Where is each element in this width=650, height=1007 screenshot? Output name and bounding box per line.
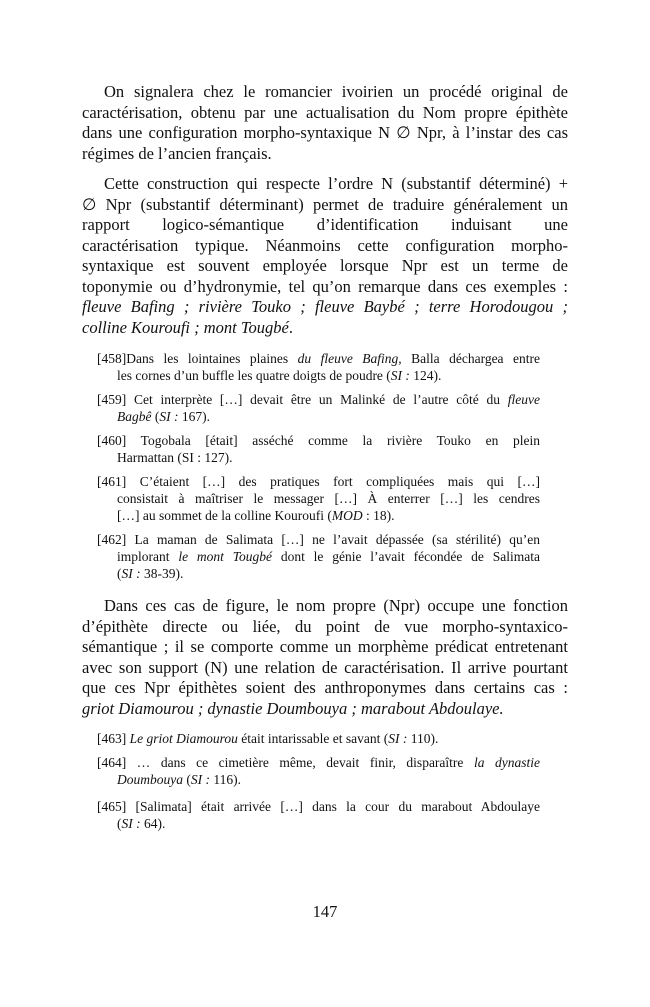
paragraph-2 <box>82 174 568 338</box>
text-line <box>117 771 540 788</box>
text-line <box>82 637 568 658</box>
text-line <box>97 730 540 747</box>
text-run: caractérisation, obtenu par une actualisation du Nom propre épithète <box>82 102 568 122</box>
text-line <box>82 596 568 617</box>
italic-text: fleuve <box>507 392 540 407</box>
text-run: toponymie ou d’hydronymie, tel qu’on remarque dans ces exemples : <box>82 276 568 296</box>
text-run: caractérisation typique. Néanmoins cette configuration morpho- <box>82 235 568 255</box>
italic-text: colline Kouroufi ; mont Tougbé <box>82 317 289 337</box>
italic-text: du fleuve Bafing, <box>297 351 402 366</box>
text-line <box>82 277 568 298</box>
text-run: implorant <box>117 549 179 564</box>
example-461 <box>97 473 540 524</box>
text-line <box>82 103 568 124</box>
text-line <box>117 507 540 524</box>
text-run: ( <box>117 566 122 581</box>
text-run: que ces Npr épithètes soient des anthroponymes dans certains cas : <box>82 678 568 697</box>
italic-text: Doumbouya <box>117 772 183 787</box>
text-line <box>82 123 568 144</box>
text-run: [465] [Salimata] était arrivée […] dans la cour du marabout Abdoulaye <box>97 799 540 814</box>
text-line <box>82 318 568 339</box>
text-line <box>82 658 568 679</box>
text-run: dont le génie l’avait fécondée de Salimata <box>272 549 540 564</box>
text-run: 116). <box>210 772 241 787</box>
italic-text: SI : <box>388 731 408 746</box>
text-run: 167). <box>178 409 210 424</box>
text-run: Balla déchargea entre <box>401 351 540 366</box>
italic-text: MOD <box>331 508 363 523</box>
text-run: régimes de l’ancien français. <box>82 143 272 163</box>
example-458 <box>97 350 540 384</box>
text-run: […] au sommet de la colline Kouroufi ( <box>117 508 332 523</box>
text-run: 38-39). <box>140 566 184 581</box>
text-line <box>82 236 568 257</box>
italic-text: le mont Tougbé <box>178 549 272 564</box>
example-464 <box>97 754 540 788</box>
text-line <box>97 391 540 408</box>
text-run: dans une configuration morpho-syntaxique N ∅ Npr, à l’instar des cas <box>82 123 568 142</box>
text-line <box>97 473 540 490</box>
italic-text: SI : <box>121 566 141 581</box>
italic-text: Bagbê <box>117 409 152 424</box>
text-run: sémantique ; il se comporte comme un morphème prédicat entretenant <box>82 637 568 656</box>
text-line <box>97 798 540 815</box>
example-460 <box>97 432 540 466</box>
text-run: ( <box>151 409 160 424</box>
text-run: [460] Togobala [était] asséché comme la rivière Touko en plein <box>97 433 540 448</box>
text-run: [461] C’étaient […] des pratiques fort compliquées mais qui […] <box>97 474 540 489</box>
text-run: 64). <box>140 816 166 831</box>
text-run: 110). <box>407 731 439 746</box>
text-run: consistait à maîtriser le messager […] À enterrer […] les cendres <box>117 491 540 506</box>
text-line <box>117 449 540 466</box>
paragraph-3 <box>82 596 568 719</box>
text-run: était intarissable et savant ( <box>237 731 389 746</box>
italic-text: griot Diamourou ; dynastie Doumbouya ; marabout Abdoulaye. <box>82 698 504 718</box>
text-run: [464] … dans ce cimetière même, devait finir, disparaître <box>97 755 474 770</box>
text-run: ( <box>183 772 191 787</box>
italic-text: Le griot Diamourou <box>129 731 238 746</box>
text-run: [458]Dans les lointaines plaines <box>97 351 298 366</box>
text-line <box>82 82 568 103</box>
italic-text: SI : <box>159 409 179 424</box>
italic-text: SI : <box>390 368 410 383</box>
text-line <box>117 815 540 832</box>
text-line <box>117 408 540 425</box>
italic-text: SI : <box>190 772 210 787</box>
text-line <box>82 256 568 277</box>
text-run: Harmattan (SI : 127). <box>117 450 233 465</box>
text-line <box>117 490 540 507</box>
text-run: [463] <box>97 731 130 746</box>
text-run: ( <box>117 816 122 831</box>
text-run: rapport logico-sémantique d’identification induisant une <box>82 215 568 234</box>
example-465 <box>97 798 540 832</box>
text-line <box>82 617 568 638</box>
text-line <box>117 548 540 565</box>
text-run: . <box>288 317 293 337</box>
text-line <box>117 367 540 384</box>
text-line <box>97 432 540 449</box>
text-line <box>97 531 540 548</box>
text-run: 124). <box>409 368 442 383</box>
italic-text: SI : <box>121 816 141 831</box>
text-line <box>117 565 540 582</box>
text-line <box>97 350 540 367</box>
text-line <box>82 678 568 699</box>
paragraph-1 <box>82 82 568 164</box>
text-run: ∅ Npr (substantif déterminant) permet de traduire généralement un <box>82 194 568 214</box>
text-line <box>97 754 540 771</box>
text-line <box>82 144 568 165</box>
text-line <box>82 174 568 195</box>
text-run: d’épithète directe ou liée, du point de vue morpho-syntaxico- <box>82 616 568 636</box>
text-run: On signalera chez le romancier ivoirien un procédé original de <box>104 82 568 101</box>
text-run: [459] Cet interprète […] devait être un Malinké de l’autre côté du <box>97 392 508 407</box>
text-run: Cette construction qui respecte l’ordre N (substantif déterminé) + <box>104 174 568 193</box>
text-run: [462] La maman de Salimata […] ne l’avait dépassée (sa stérilité) qu’en <box>97 532 540 547</box>
text-run: les cornes d’un buffle les quatre doigts de poudre ( <box>117 368 391 383</box>
text-run: : 18). <box>362 508 395 523</box>
page-number: 147 <box>312 902 338 921</box>
text-run: avec son support (N) une relation de caractérisation. Il arrive pourtant <box>82 657 568 677</box>
example-459 <box>97 391 540 425</box>
italic-text: fleuve Bafing ; rivière Touko ; fleuve Baybé ; terre Horodougou ; <box>82 297 568 316</box>
text-line <box>82 699 568 720</box>
text-run: Dans ces cas de figure, le nom propre (Npr) occupe une fonction <box>104 596 568 615</box>
example-463 <box>97 730 540 747</box>
text-line <box>82 195 568 216</box>
italic-text: la dynastie <box>473 755 540 770</box>
text-run: syntaxique est souvent employée lorsque Npr est un terme de <box>82 256 568 275</box>
text-line <box>82 297 568 318</box>
example-462 <box>97 531 540 582</box>
text-line <box>82 215 568 236</box>
